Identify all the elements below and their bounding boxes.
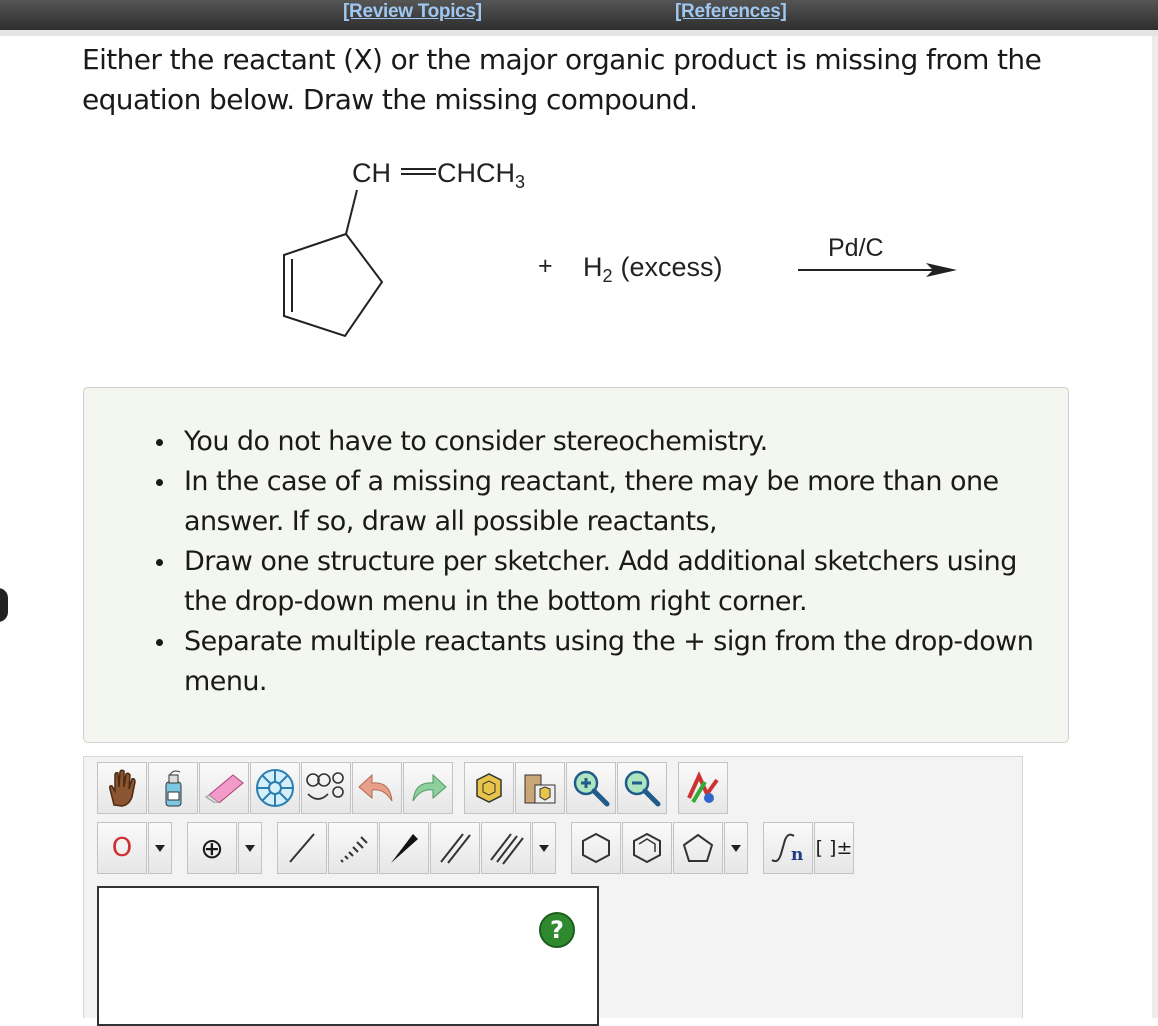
reaction-scheme <box>0 140 1158 360</box>
cyclopentene-ring <box>284 169 436 336</box>
template-icon[interactable] <box>515 762 565 814</box>
zoom-out-icon[interactable] <box>617 762 667 814</box>
bottle-icon[interactable] <box>148 762 198 814</box>
charge-label: ⊕ <box>200 831 224 865</box>
references-link[interactable]: [References] <box>675 1 787 22</box>
atom-button[interactable] <box>97 822 147 874</box>
double-bond-icon[interactable] <box>430 822 480 874</box>
ring-menu-icon[interactable] <box>250 762 300 814</box>
svg-text:n: n <box>791 845 804 865</box>
instruction-item: In the case of a missing reactant, there may be more than one answer. If so, draw all possible reactants, <box>184 462 1054 542</box>
instruction-item: Separate multiple reactants using the + sign from the drop-down menu. <box>184 622 1054 702</box>
hand-icon[interactable] <box>97 762 147 814</box>
dashed-bond-icon[interactable] <box>328 822 378 874</box>
undo-icon[interactable] <box>352 762 402 814</box>
instruction-item: You do not have to consider stereochemistry. <box>184 422 1054 462</box>
sgroup-icon[interactable] <box>763 822 813 874</box>
top-nav-bar <box>0 0 1158 30</box>
instructions-panel <box>83 387 1069 743</box>
ch-label: CH <box>352 158 391 188</box>
eraser-icon[interactable] <box>199 762 249 814</box>
single-bond-icon[interactable] <box>277 822 327 874</box>
zoom-in-icon[interactable] <box>566 762 616 814</box>
benzene-icon[interactable] <box>622 822 672 874</box>
toolbar-row-2 <box>97 822 855 874</box>
help-icon[interactable]: ? <box>539 912 575 948</box>
paste-icon[interactable] <box>464 762 514 814</box>
atom-label: O <box>111 833 133 863</box>
ring-dropdown[interactable] <box>724 822 748 874</box>
cyclopentane-icon[interactable] <box>673 822 723 874</box>
clean-icon[interactable] <box>301 762 351 814</box>
bracket-button[interactable] <box>814 822 854 874</box>
bond-dropdown[interactable] <box>532 822 556 874</box>
color-icon[interactable] <box>678 762 728 814</box>
toolbar-row-1 <box>97 762 729 814</box>
instruction-item: Draw one structure per sketcher. Add additional sketchers using the drop-down menu in the bottom right corner. <box>184 542 1054 622</box>
catalyst-label: Pd/C <box>828 234 884 262</box>
atom-dropdown[interactable] <box>148 822 172 874</box>
drawing-canvas[interactable] <box>97 886 599 1026</box>
redo-icon[interactable] <box>403 762 453 814</box>
review-topics-link[interactable]: [Review Topics] <box>343 1 482 22</box>
chch3-label: $CHCH_3$ <box>437 158 526 192</box>
nav-separator <box>0 30 1158 36</box>
bracket-icon: [ ]± <box>815 837 853 859</box>
wedge-bond-icon[interactable] <box>379 822 429 874</box>
plus-sign: + <box>538 252 553 280</box>
instruction-list <box>184 422 1054 702</box>
substituent-bond <box>346 190 357 234</box>
triple-bond-icon[interactable] <box>481 822 531 874</box>
charge-button[interactable] <box>187 822 237 874</box>
hydrogen-label: $H_2$ (excess) <box>583 252 723 286</box>
side-tab[interactable] <box>0 588 8 622</box>
question-text: Either the reactant (X) or the major organic product is missing from the equation below. Draw the missing compound. <box>82 43 1042 116</box>
cyclohexane-icon[interactable] <box>571 822 621 874</box>
charge-dropdown[interactable] <box>238 822 262 874</box>
